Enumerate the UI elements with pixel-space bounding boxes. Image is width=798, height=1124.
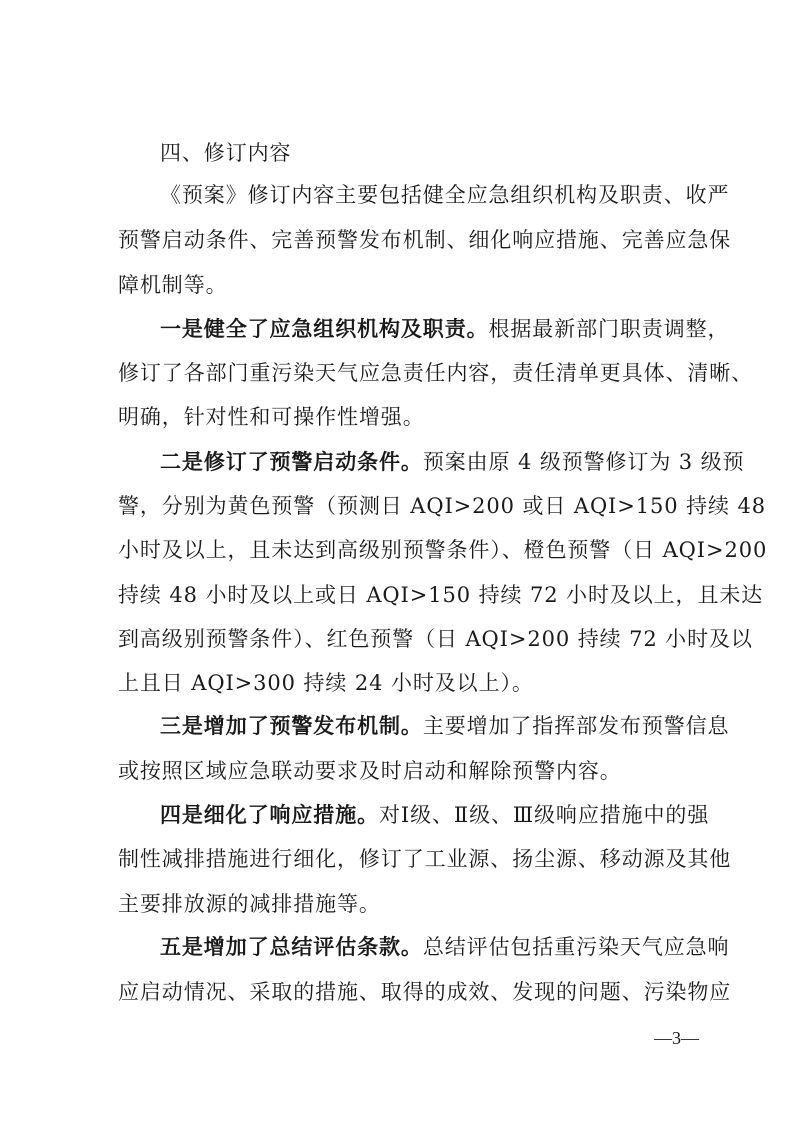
item1-title: 一是健全了应急组织机构及职责。 xyxy=(160,316,489,341)
item4-line-2: 制性减排措施进行细化，修订了工业源、扬尘源、移动源及其他 xyxy=(118,847,732,871)
item4-title: 四是细化了响应措施。 xyxy=(160,802,379,827)
item2-title: 二是修订了预警启动条件。 xyxy=(160,449,423,474)
item3-line-1-rest: 主要增加了指挥部发布预警信息 xyxy=(422,714,730,738)
page-number: —3— xyxy=(654,1028,699,1048)
item5-line-1-rest: 总结评估包括重污染天气应急响 xyxy=(422,935,730,959)
item4-line-1 xyxy=(160,800,708,830)
item2-line-1 xyxy=(160,447,745,477)
intro-line-2: 预警启动条件、完善预警发布机制、细化响应措施、完善应急保 xyxy=(118,228,732,252)
item3-line-1 xyxy=(160,711,730,741)
item2-line-4: 持续 48 小时及以上或日 AQI>150 持续 72 小时及以上，且未达 xyxy=(118,583,764,607)
intro-line-1: 《预案》修订内容主要包括健全应急组织机构及职责、收严 xyxy=(160,183,730,207)
item2-line-5: 到高级别预警条件）、红色预警（日 AQI>200 持续 72 小时及以 xyxy=(118,627,753,651)
item2-line-2: 警，分别为黄色预警（预测日 AQI>200 或日 AQI>150 持续 48 xyxy=(118,494,767,518)
item4-line-3: 主要排放源的减排措施等。 xyxy=(118,892,381,916)
item2-line-6: 上且日 AQI>300 持续 24 小时及以上）。 xyxy=(118,671,534,695)
item2-line-3: 小时及以上，且未达到高级别预警条件）、橙色预警（日 AQI>200 xyxy=(118,538,768,562)
item1-line-1 xyxy=(160,314,730,344)
item3-line-2: 或按照区域应急联动要求及时启动和解除预警内容。 xyxy=(118,759,622,783)
item5-line-1 xyxy=(160,932,730,962)
item2-line-1-rest: 预案由原 4 级预警修订为 3 级预 xyxy=(422,450,745,474)
item1-line-1-rest: 根据最新部门职责调整， xyxy=(488,317,730,341)
item3-title: 三是增加了预警发布机制。 xyxy=(160,713,423,738)
item1-line-3: 明确，针对性和可操作性增强。 xyxy=(118,405,425,429)
item5-title: 五是增加了总结评估条款。 xyxy=(160,934,423,959)
item5-line-2: 应启动情况、采取的措施、取得的成效、发现的问题、污染物应 xyxy=(118,980,732,1004)
item4-line-1-rest: 对Ⅰ级、Ⅱ级、Ⅲ级响应措施中的强 xyxy=(379,803,710,827)
intro-line-3: 障机制等。 xyxy=(118,273,228,297)
section-heading: 四、修订内容 xyxy=(160,141,292,165)
item1-line-2: 修订了各部门重污染天气应急责任内容，责任清单更具体、清晰、 xyxy=(118,361,754,385)
